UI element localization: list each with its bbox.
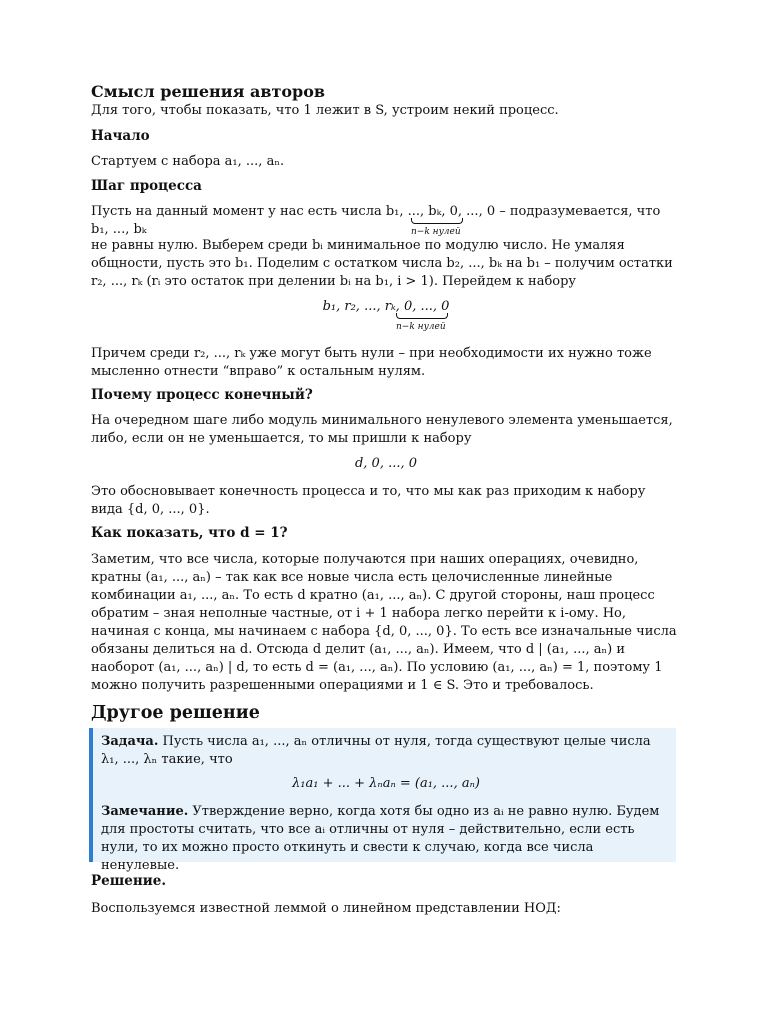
section-heading-authors-solution: Смысл решения авторов <box>91 82 326 101</box>
underbrace-label-2: n−k нулей <box>396 322 446 332</box>
subheading-why-finite: Почему процесс конечный? <box>91 387 313 403</box>
start-paragraph: Стартуем с набора a₁, ..., aₙ. <box>91 154 285 169</box>
subheading-solution: Решение. <box>91 873 167 889</box>
subheading-how-to-show-d1: Как показать, что d = 1? <box>91 525 288 541</box>
task-callout <box>89 728 676 873</box>
formula-remainders: b₁, r₂, ..., rₖ, 0, ..., 0 <box>322 299 450 314</box>
step-line-1: Пусть на данный момент у нас есть числа b₁, ..., bₖ, 0, ..., 0 – подразумевается, что b₁, ..., bₖ <box>91 204 661 237</box>
remark-text: Утверждение верно, когда хотя бы одно из aᵢ не равно нулю. Будем для простоты считать, что все aᵢ отличны от нуля – действительно, если есть нули, то их можно просто откинуть и свести к случаю, когда все числа ненулевые. <box>101 804 660 873</box>
underbrace-1 <box>411 218 463 224</box>
underbrace-label-1: n−k нулей <box>411 227 461 237</box>
section-heading-other-solution: Другое решение <box>91 703 260 723</box>
task-text: Пусть числа a₁, ..., aₙ отличны от нуля, тогда существуют целые числа λ₁, ..., λₙ такие, что <box>101 734 651 767</box>
d1-paragraph: Заметим, что все числа, которые получаются при наших операциях, очевидно, кратны (a₁, ..., aₙ) – так как все новые числа есть целочисленные линейные комбинации a₁, ..., aₙ. То есть d кратно (a₁, ..., aₙ). С другой стороны, наш процесс обратим – зная неполные частные, от i + 1 набора легко перейти к i-ому. Но, начиная с конца, мы начинаем с набора {d, 0, ..., 0}. То есть все изначальные числа обязаны делиться на d. Отсюда d делит (a₁, ..., aₙ). Имеем, что d | (a₁, ..., aₙ) и наоборот (a₁, ..., aₙ) | d, то есть d = (a₁, ..., aₙ). По условию (a₁, ..., aₙ) = 1, поэтому 1 можно получить разрешенными операциями и 1 ∈ S. Это и требовалось. <box>91 552 677 693</box>
formula-d-zeros: d, 0, ..., 0 <box>354 456 418 471</box>
formula-linear-combination: λ₁a₁ + ... + λₙaₙ = (a₁, ..., aₙ) <box>292 776 480 791</box>
solution-paragraph: Воспользуемся известной леммой о линейном представлении НОД: <box>91 901 561 916</box>
remark-label: Замечание. <box>101 804 189 819</box>
subheading-process-step: Шаг процесса <box>91 178 202 194</box>
step-after-paragraph: Причем среди r₂, ..., rₖ уже могут быть нули – при необходимости их нужно тоже мысленно отнести “вправо” к остальным нулям. <box>91 346 652 379</box>
step-paragraph: не равны нулю. Выберем среди bᵢ минимальное по модулю число. Не умаляя общности, пусть это b₁. Поделим с остатком числа b₂, ..., bₖ на b₁ – получим остатки r₂, ..., rₖ (rᵢ это остаток при делении bᵢ на b₁, i > 1). Перейдем к набору <box>91 238 673 289</box>
finite-after-paragraph: Это обосновывает конечность процесса и то, что мы как раз приходим к набору вида {d, 0, ..., 0}. <box>91 484 646 517</box>
remark-paragraph <box>101 803 671 875</box>
task-paragraph <box>101 733 671 769</box>
finite-paragraph: На очередном шаге либо модуль минимального ненулевого элемента уменьшается, либо, если он не уменьшается, то мы пришли к набору <box>91 413 673 446</box>
underbrace-2 <box>396 313 448 319</box>
subheading-start: Начало <box>91 128 150 144</box>
intro-paragraph: Для того, чтобы показать, что 1 лежит в S, устроим некий процесс. <box>91 103 559 118</box>
task-label: Задача. <box>101 734 159 749</box>
